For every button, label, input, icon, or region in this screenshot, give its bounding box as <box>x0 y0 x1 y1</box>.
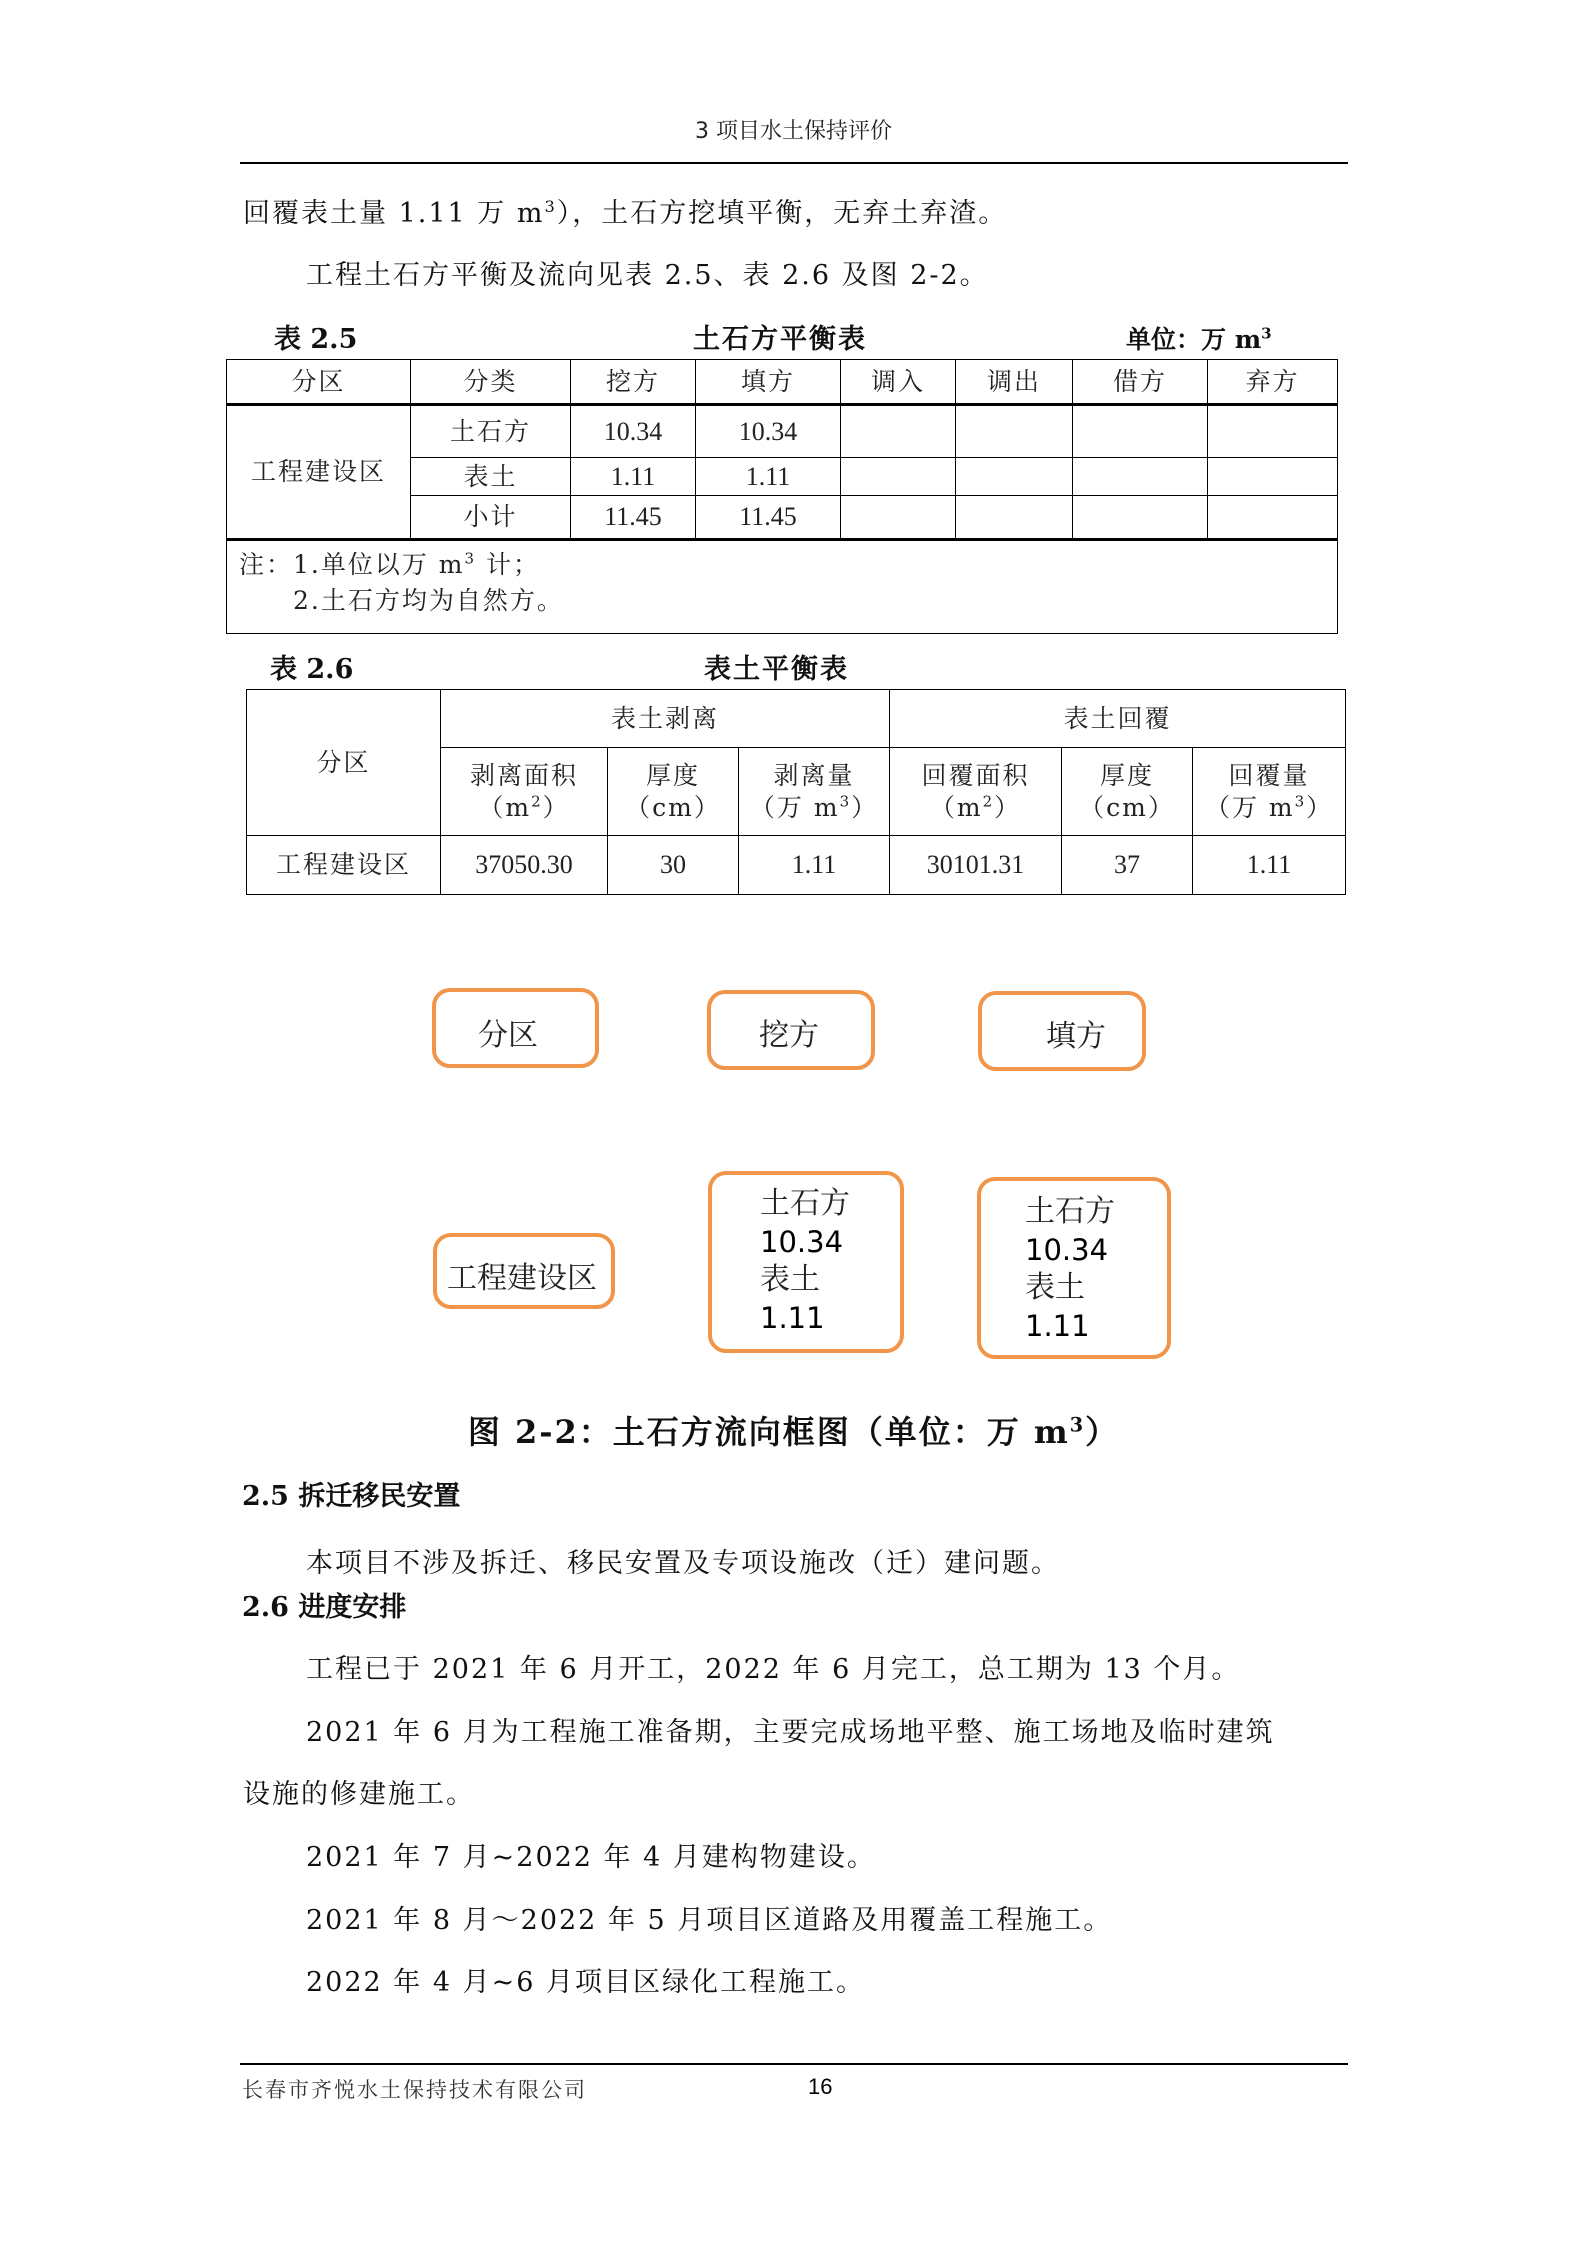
fill-cell: 11.45 <box>696 496 841 540</box>
table25-note-row <box>227 540 1338 634</box>
table-row <box>227 405 1338 458</box>
th-zone: 分区 <box>247 690 441 836</box>
flow-item-label: 土石方 <box>760 1186 850 1221</box>
th-unit <box>608 792 738 824</box>
waste-cell <box>1208 496 1338 540</box>
th-excavation: 挖方 <box>571 360 696 405</box>
flow-item-label: 表土 <box>1025 1270 1085 1305</box>
flow-box-zone <box>433 1233 615 1309</box>
flow-box-excavation-values <box>708 1171 904 1353</box>
figure-caption-sup: 3 <box>1069 1413 1086 1437</box>
unit-sup: 2 <box>531 792 543 811</box>
table25-header-row <box>227 360 1338 405</box>
backfill-volume-cell: 1.11 <box>1193 836 1346 895</box>
th-category: 分类 <box>411 360 571 405</box>
th-name: 回覆量 <box>1228 760 1310 790</box>
category-cell: 小计 <box>411 496 571 540</box>
th-backfill-area <box>890 748 1062 836</box>
topsoil-balance-table <box>246 689 1346 895</box>
flow-item-label: 土石方 <box>1025 1194 1115 1229</box>
schedule-line: 设施的修建施工。 <box>243 1779 475 1810</box>
th-borrow: 借方 <box>1073 360 1208 405</box>
unit-end: ） <box>994 792 1022 822</box>
th-transfer-in: 调入 <box>841 360 956 405</box>
category-cell: 表土 <box>411 458 571 496</box>
table26-label: 表 2.6 <box>270 654 354 685</box>
zone-cell: 工程建设区 <box>247 836 441 895</box>
note-1-end: 计； <box>476 550 541 579</box>
th-zone: 分区 <box>227 360 411 405</box>
fill-cell: 1.11 <box>696 458 841 496</box>
flow-box-label: 工程建设区 <box>447 1261 597 1296</box>
section-2-6-heading: 2.6 进度安排 <box>242 1592 407 1623</box>
th-name: 剥离量 <box>773 760 855 790</box>
excavation-cell: 11.45 <box>571 496 696 540</box>
figure-caption <box>0 1407 1587 1453</box>
borrow-cell <box>1073 405 1208 458</box>
th-name: 剥离面积 <box>469 760 578 790</box>
th-strip-area <box>441 748 608 836</box>
flow-box-fill-header <box>978 991 1146 1071</box>
paragraph-1-text: 回覆表土量 1.11 万 m <box>243 198 545 229</box>
excavation-cell: 10.34 <box>571 405 696 458</box>
waste-cell <box>1208 405 1338 458</box>
th-unit <box>890 792 1061 824</box>
table25-label: 表 2.5 <box>274 324 358 355</box>
section-2-5-heading: 2.5 拆迁移民安置 <box>242 1481 461 1512</box>
category-cell: 土石方 <box>411 405 571 458</box>
earthwork-balance-table <box>226 359 1338 634</box>
paragraph-1 <box>243 196 1007 232</box>
th-backfill-thickness <box>1062 748 1193 836</box>
flow-item-value: 10.34 <box>760 1225 844 1259</box>
unit-text: （cm） <box>625 792 721 822</box>
unit-sup: 3 <box>839 792 852 811</box>
figure-caption-text: 图 2-2：土石方流向框图（单位：万 m <box>467 1413 1070 1451</box>
schedule-line: 2022 年 4 月~6 月项目区绿化工程施工。 <box>306 1967 866 1998</box>
unit-end: ） <box>542 792 570 822</box>
unit-end: ） <box>1306 792 1334 822</box>
header-rule <box>240 162 1348 164</box>
table-row <box>247 836 1346 895</box>
flow-box-fill-values <box>977 1177 1171 1359</box>
th-unit <box>739 792 889 824</box>
transfer-in-cell <box>841 405 956 458</box>
unit-text: （cm） <box>1079 792 1175 822</box>
table26-group-row <box>247 690 1346 748</box>
transfer-out-cell <box>956 405 1073 458</box>
paragraph-2: 工程土石方平衡及流向见表 2.5、表 2.6 及图 2-2。 <box>306 260 989 291</box>
th-transfer-out: 调出 <box>956 360 1073 405</box>
fill-cell: 10.34 <box>696 405 841 458</box>
section-2-5-text: 本项目不涉及拆迁、移民安置及专项设施改（迁）建问题。 <box>306 1548 1060 1579</box>
page-number: 16 <box>808 2074 833 2099</box>
th-name: 厚度 <box>645 760 700 790</box>
flow-item-value: 1.11 <box>1025 1309 1090 1343</box>
flow-item-value: 10.34 <box>1025 1233 1109 1267</box>
figure-caption-end: ） <box>1085 1413 1120 1451</box>
excavation-cell: 1.11 <box>571 458 696 496</box>
footer-rule <box>240 2063 1348 2065</box>
table25-unit-text: 单位：万 m <box>1126 325 1262 354</box>
schedule-line: 工程已于 2021 年 6 月开工，2022 年 6 月完工，总工期为 13 个月。 <box>306 1654 1241 1685</box>
transfer-out-cell <box>956 458 1073 496</box>
unit-text: （m <box>478 792 532 822</box>
note-1-text: 注：1.单位以万 m <box>239 550 465 579</box>
th-name: 厚度 <box>1100 760 1155 790</box>
table25-unit <box>1126 322 1272 358</box>
flow-box-label: 挖方 <box>759 1018 819 1053</box>
note-1-sup: 3 <box>464 549 477 568</box>
unit-text: （m <box>929 792 983 822</box>
unit-end: ） <box>851 792 879 822</box>
transfer-out-cell <box>956 496 1073 540</box>
schedule-line: 2021 年 6 月为工程施工准备期，主要完成场地平整、施工场地及临时建筑 <box>306 1717 1275 1748</box>
paragraph-1-sup: 3 <box>544 197 557 216</box>
th-strip-thickness <box>608 748 739 836</box>
th-backfill: 表土回覆 <box>890 690 1346 748</box>
flow-box-excavation-header <box>707 990 875 1070</box>
flow-box-label: 填方 <box>1046 1019 1106 1054</box>
th-fill: 填方 <box>696 360 841 405</box>
flow-item-label: 表土 <box>760 1262 820 1297</box>
schedule-line: 2021 年 8 月～2022 年 5 月项目区道路及用覆盖工程施工。 <box>306 1905 1113 1936</box>
footer-company: 长春市齐悦水土保持技术有限公司 <box>242 2078 587 2102</box>
unit-text: （万 m <box>749 792 840 822</box>
th-unit <box>1193 792 1345 824</box>
backfill-area-cell: 30101.31 <box>890 836 1062 895</box>
flow-box-zone-header <box>432 988 599 1068</box>
flow-box-label: 分区 <box>478 1018 538 1053</box>
schedule-line: 2021 年 7 月~2022 年 4 月建构物建设。 <box>306 1842 876 1873</box>
table25-unit-sup: 3 <box>1261 324 1272 343</box>
unit-text: （万 m <box>1204 792 1295 822</box>
note-line-1 <box>239 547 1337 583</box>
note-line-2: 2.土石方均为自然方。 <box>293 586 564 615</box>
transfer-in-cell <box>841 496 956 540</box>
strip-volume-cell: 1.11 <box>739 836 890 895</box>
th-strip-volume <box>739 748 890 836</box>
strip-thickness-cell: 30 <box>608 836 739 895</box>
th-stripping: 表土剥离 <box>441 690 890 748</box>
waste-cell <box>1208 458 1338 496</box>
table25-note <box>227 540 1338 634</box>
th-unit <box>441 792 607 824</box>
paragraph-1-text-end: ），土石方挖填平衡，无弃土弃渣。 <box>556 198 1008 229</box>
flow-item-value: 1.11 <box>760 1301 825 1335</box>
zone-cell: 工程建设区 <box>227 405 411 540</box>
borrow-cell <box>1073 496 1208 540</box>
strip-area-cell: 37050.30 <box>441 836 608 895</box>
table25-title: 土石方平衡表 <box>693 324 867 355</box>
transfer-in-cell <box>841 458 956 496</box>
borrow-cell <box>1073 458 1208 496</box>
th-waste: 弃方 <box>1208 360 1338 405</box>
unit-sup: 2 <box>982 792 995 811</box>
unit-sup: 3 <box>1294 792 1307 811</box>
table26-title: 表土平衡表 <box>704 654 849 685</box>
th-backfill-volume <box>1193 748 1346 836</box>
th-unit <box>1062 792 1192 824</box>
backfill-thickness-cell: 37 <box>1062 836 1193 895</box>
th-name: 回覆面积 <box>921 760 1030 790</box>
running-header: 3 项目水土保持评价 <box>695 119 892 144</box>
